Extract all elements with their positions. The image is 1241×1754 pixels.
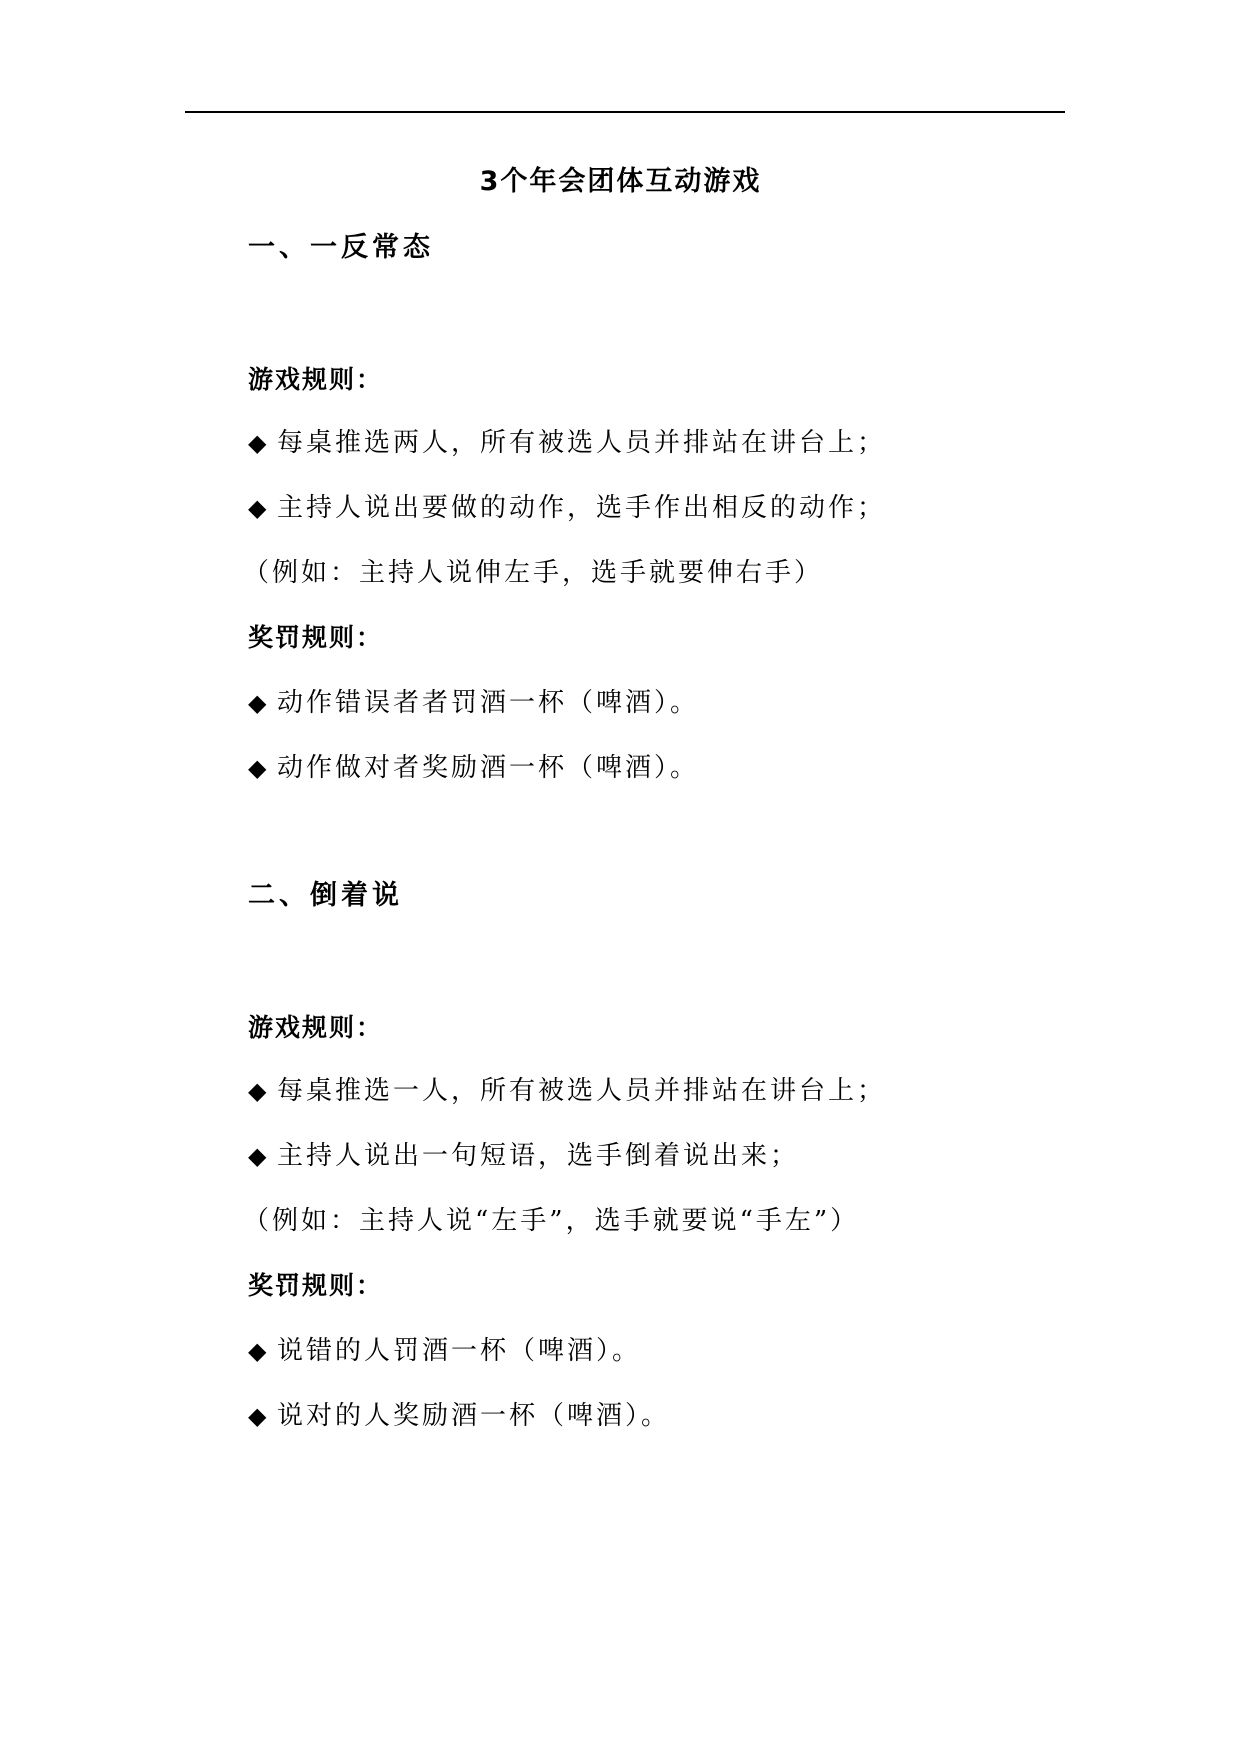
section-2-reward-1 bbox=[248, 1333, 641, 1369]
section-2-rule-1 bbox=[248, 1073, 886, 1109]
bullet-diamond-icon: ◆ bbox=[248, 1337, 267, 1365]
section-1-rule-1 bbox=[248, 425, 886, 461]
section-2-heading: 二、倒着说 bbox=[248, 880, 403, 911]
bullet-diamond-icon: ◆ bbox=[248, 754, 267, 782]
section-1-heading: 一、一反常态 bbox=[248, 232, 434, 263]
section-1-rule-2 bbox=[248, 490, 886, 526]
section-2-reward-2 bbox=[248, 1398, 670, 1434]
section-1-reward-label: 奖罚规则： bbox=[248, 623, 384, 652]
section-2-reward-label: 奖罚规则： bbox=[248, 1271, 384, 1300]
bullet-diamond-icon: ◆ bbox=[248, 494, 267, 522]
reward-text: 说错的人罚酒一杯（啤酒）。 bbox=[277, 1336, 642, 1366]
section-1-reward-2 bbox=[248, 750, 699, 786]
bullet-diamond-icon: ◆ bbox=[248, 689, 267, 717]
bullet-diamond-icon: ◆ bbox=[248, 1402, 267, 1430]
header-rule bbox=[185, 111, 1065, 113]
rule-text: 每桌推选两人，所有被选人员并排站在讲台上； bbox=[277, 428, 887, 458]
section-2-rules-label: 游戏规则： bbox=[248, 1013, 384, 1042]
section-1-rules-label: 游戏规则： bbox=[248, 365, 384, 394]
bullet-diamond-icon: ◆ bbox=[248, 1077, 267, 1105]
bullet-diamond-icon: ◆ bbox=[248, 1142, 267, 1170]
section-1-example: （例如：主持人说伸左手，选手就要伸右手） bbox=[243, 558, 824, 588]
rule-text: 主持人说出要做的动作，选手作出相反的动作； bbox=[277, 493, 887, 523]
section-2-example: （例如：主持人说“左手”，选手就要说“手左”） bbox=[243, 1206, 860, 1236]
reward-text: 动作错误者者罚酒一杯（啤酒）。 bbox=[277, 688, 700, 718]
section-2-rule-2 bbox=[248, 1138, 799, 1174]
rule-text: 每桌推选一人，所有被选人员并排站在讲台上； bbox=[277, 1076, 887, 1106]
rule-text: 主持人说出一句短语，选手倒着说出来； bbox=[277, 1141, 800, 1171]
document-title: 3个年会团体互动游戏 bbox=[479, 166, 762, 197]
bullet-diamond-icon: ◆ bbox=[248, 429, 267, 457]
reward-text: 动作做对者奖励酒一杯（啤酒）。 bbox=[277, 753, 700, 783]
reward-text: 说对的人奖励酒一杯（啤酒）。 bbox=[277, 1401, 671, 1431]
section-1-reward-1 bbox=[248, 685, 699, 721]
